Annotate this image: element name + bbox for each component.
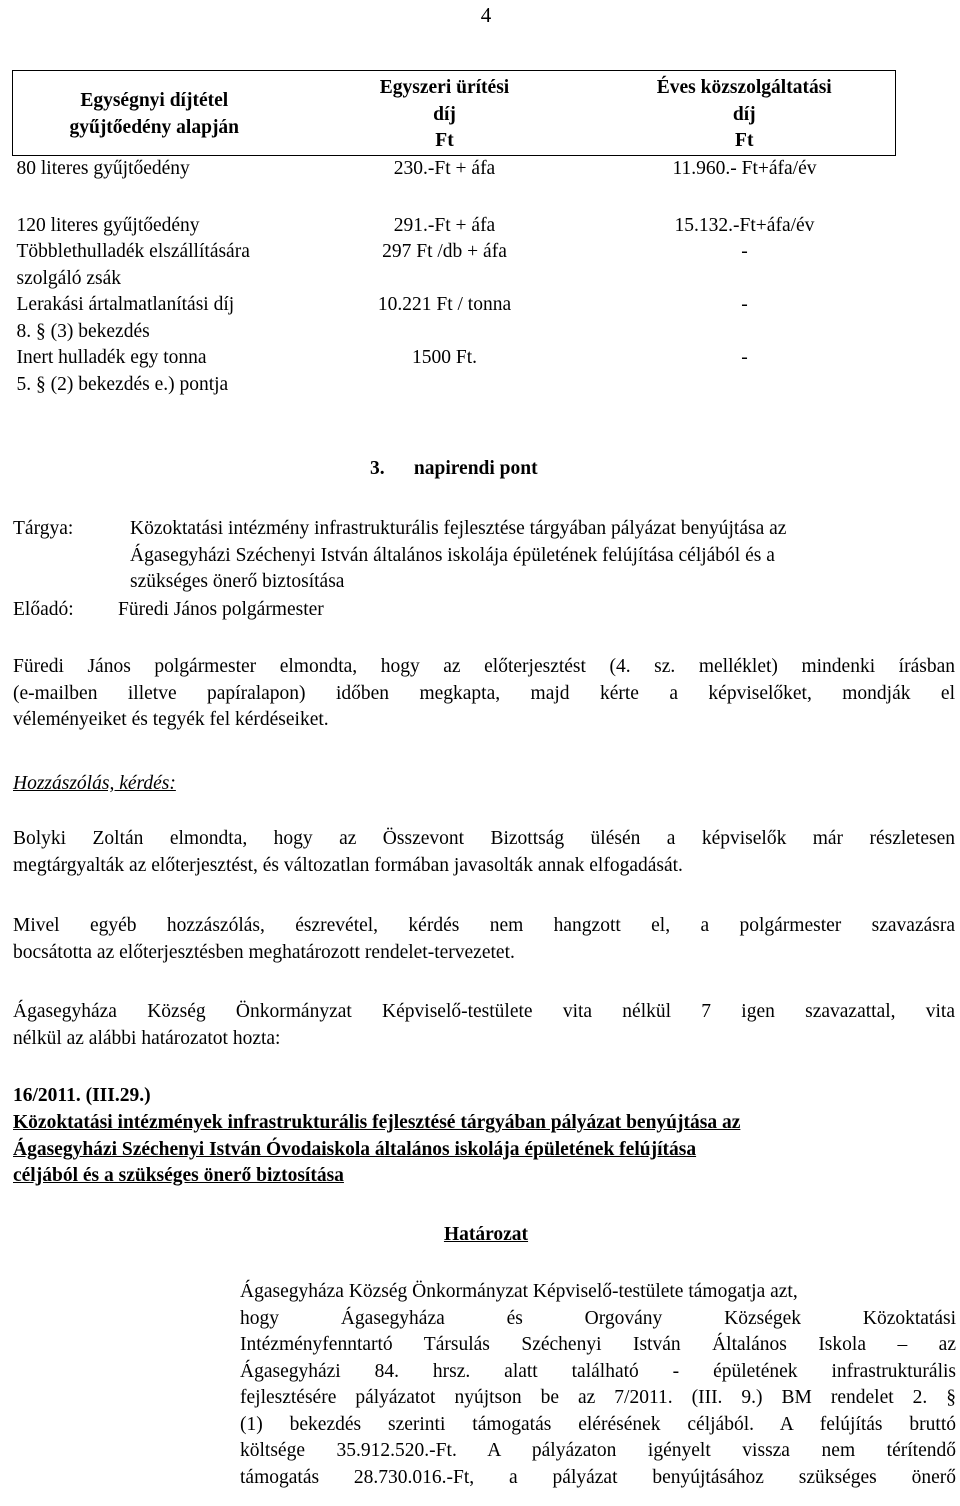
row-item: Többlethulladék elszállítására szolgáló zsák bbox=[16, 241, 250, 289]
header-single-fee: Egyszeri ürítési díj Ft bbox=[296, 71, 594, 156]
row-single-fee: 1500 Ft. bbox=[411, 347, 477, 368]
agenda-title: napirendi pont bbox=[413, 458, 538, 479]
agenda-heading bbox=[370, 456, 670, 483]
header-annual-fee: Éves közszolgáltatási díj Ft bbox=[594, 71, 896, 156]
table-row bbox=[13, 345, 896, 398]
table-row bbox=[13, 292, 896, 345]
bolyki-paragraph: Bolyki Zoltán elmondta, hogy az Összevont Bizottság ülésén a képviselők már részletesen megtárgyalták az előterjesztést, és változatlan formában javasolták annak elfogadását. bbox=[13, 828, 955, 876]
header-item: Egységnyi díjtétel gyűjtőedény alapján bbox=[13, 71, 296, 156]
row-annual-fee: - bbox=[741, 347, 748, 368]
comments-heading: Hozzászólás, kérdés: bbox=[13, 773, 176, 794]
row-annual-fee: - bbox=[741, 294, 748, 315]
row-single-fee: 10.221 Ft / tonna bbox=[377, 294, 512, 315]
vote-call-paragraph: Mivel egyéb hozzászólás, észrevétel, kérdés nem hangzott el, a polgármester szavazásra bocsátotta az előterjesztésben meghatározott rendelet-tervezetet. bbox=[13, 915, 955, 963]
presenter-name: Füredi János polgármester bbox=[118, 599, 324, 620]
fee-table bbox=[12, 70, 896, 398]
table-row bbox=[13, 155, 896, 213]
resolution-body: Ágasegyháza Község Önkormányzat Képviselő-testülete támogatja azt, hogy Ágasegyháza és Orgovány Községek Közoktatási Intézményfenntartó Társulás Széchenyi István Általános Iskola – az Ágasegyházi 84. hrsz. alatt található - épületének infrastrukturális fejlesztésére pályázatot nyújtson be az 7/2011. (III. 9.) BM rendelet 2. § (1) bekezdés szerinti támogatás elérésének céljából. A felújítás bruttó költsége 35.912.520.-Ft. A pályázaton igényelt vissza nem térítendő támogatás 28.730.016.-Ft, a pályázat benyújtásához szükséges önerő bbox=[240, 1281, 956, 1488]
row-single-fee: 297 Ft /db + áfa bbox=[382, 241, 507, 262]
resolution-title: Közoktatási intézmények infrastrukturális fejlesztésé tárgyában pályázat benyújtása az Ágasegyházi Széchenyi István Óvodaiskola általános iskolája épületének felújítása céljából és a szükséges önerő biztosítása bbox=[13, 1112, 741, 1186]
row-item: 80 literes gyűjtőedény bbox=[16, 157, 190, 179]
row-single-fee: 230.-Ft + áfa bbox=[393, 157, 496, 179]
row-item: 120 literes gyűjtőedény bbox=[16, 214, 200, 236]
resolution-number: 16/2011. (III.29.) bbox=[13, 1085, 151, 1106]
fee-table-header bbox=[13, 71, 896, 156]
row-item: Lerakási ártalmatlanítási díj 8. § (3) bekezdés bbox=[16, 294, 235, 342]
subject-text: Közoktatási intézmény infrastrukturális fejlesztése tárgyában pályázat benyújtása az Ágasegyházi Széchenyi István általános iskolája épületének felújítása céljából és a szükséges önerő biztosítása bbox=[130, 518, 787, 592]
row-annual-fee: 11.960.- Ft+áfa/év bbox=[672, 157, 817, 179]
presenter-label: Előadó: bbox=[13, 599, 74, 620]
vote-result-paragraph: Ágasegyháza Község Önkormányzat Képviselő-testülete vita nélkül 7 igen szavazattal, vita nélkül az alábbi határozatot hozta: bbox=[13, 1001, 955, 1049]
table-row bbox=[13, 213, 896, 240]
row-item: Inert hulladék egy tonna 5. § (2) bekezdés e.) pontja bbox=[16, 347, 229, 395]
agenda-number: 3. bbox=[370, 458, 385, 479]
page-number: 4 bbox=[480, 3, 492, 27]
row-annual-fee: - bbox=[741, 241, 748, 262]
table-row bbox=[13, 239, 896, 292]
row-single-fee: 291.-Ft + áfa bbox=[393, 214, 496, 236]
subject-label: Tárgya: bbox=[13, 518, 74, 539]
intro-paragraph: Füredi János polgármester elmondta, hogy az előterjesztést (4. sz. melléklet) mindenki írásban (e-mailben illetve papíralapon) időben megkapta, majd kérte a képviselőket, mondják el véleményeiket és tegyék fel kérdéseiket. bbox=[13, 656, 955, 730]
row-annual-fee: 15.132.-Ft+áfa/év bbox=[674, 214, 815, 236]
resolution-heading: Határozat bbox=[443, 1224, 529, 1245]
